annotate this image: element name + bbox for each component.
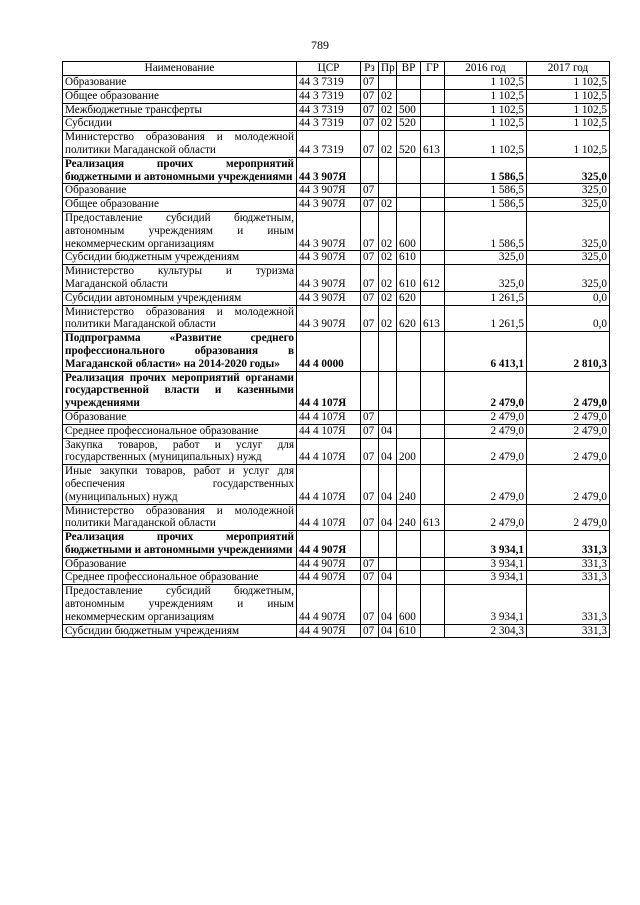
cell-2016: 2 479,0 <box>445 438 527 465</box>
cell-name: Образование <box>63 184 297 198</box>
cell-gr <box>421 251 445 265</box>
cell-2017: 325,0 <box>527 198 610 212</box>
table-row <box>63 585 610 624</box>
cell-vr <box>397 76 421 90</box>
cell-2016: 325,0 <box>445 265 527 292</box>
cell-gr: 612 <box>421 265 445 292</box>
cell-2017: 2 479,0 <box>527 424 610 438</box>
cell-pr: 04 <box>379 585 397 624</box>
cell-pr <box>379 557 397 571</box>
cell-csr: 44 3 7319 <box>297 117 361 131</box>
table-header-row <box>63 62 610 76</box>
cell-name: Образование <box>63 557 297 571</box>
table-row <box>63 117 610 131</box>
cell-gr: 613 <box>421 305 445 332</box>
cell-rz: 07 <box>361 198 379 212</box>
cell-pr <box>379 76 397 90</box>
cell-rz: 07 <box>361 571 379 585</box>
cell-name: Подпрограмма «Развитие среднего профессионального образования в Магаданской области» на 2014-2020 годы» <box>63 332 297 371</box>
table-row <box>63 157 610 184</box>
table-row <box>63 131 610 158</box>
cell-2016: 1 586,5 <box>445 184 527 198</box>
cell-gr <box>421 103 445 117</box>
cell-vr <box>397 198 421 212</box>
cell-gr <box>421 157 445 184</box>
cell-2016: 2 479,0 <box>445 504 527 531</box>
cell-gr <box>421 211 445 250</box>
cell-2017: 325,0 <box>527 265 610 292</box>
cell-csr: 44 3 907Я <box>297 305 361 332</box>
cell-csr: 44 4 107Я <box>297 410 361 424</box>
table-row <box>63 410 610 424</box>
cell-rz: 07 <box>361 424 379 438</box>
cell-name: Межбюджетные трансферты <box>63 103 297 117</box>
cell-gr <box>421 89 445 103</box>
table-row <box>63 531 610 558</box>
cell-name: Субсидии автономным учреждениям <box>63 291 297 305</box>
cell-name: Реализация прочих мероприятий органами государственной власти и казенными учреждениями <box>63 371 297 410</box>
header-pr: Пр <box>379 62 397 76</box>
cell-vr <box>397 531 421 558</box>
cell-vr: 620 <box>397 291 421 305</box>
cell-csr: 44 4 907Я <box>297 624 361 638</box>
cell-2017: 331,3 <box>527 571 610 585</box>
cell-name: Закупка товаров, работ и услуг для государственных (муниципальных) нужд <box>63 438 297 465</box>
cell-2017: 331,3 <box>527 557 610 571</box>
cell-name: Иные закупки товаров, работ и услуг для обеспечения государственных (муниципальных) нужд <box>63 465 297 504</box>
cell-pr <box>379 531 397 558</box>
cell-2017: 325,0 <box>527 157 610 184</box>
cell-2016: 3 934,1 <box>445 571 527 585</box>
cell-name: Общее образование <box>63 89 297 103</box>
cell-pr: 02 <box>379 211 397 250</box>
cell-pr <box>379 184 397 198</box>
table-row <box>63 504 610 531</box>
cell-name: Среднее профессиональное образование <box>63 424 297 438</box>
cell-pr: 04 <box>379 424 397 438</box>
cell-rz: 07 <box>361 305 379 332</box>
cell-csr: 44 4 907Я <box>297 571 361 585</box>
cell-2016: 1 102,5 <box>445 103 527 117</box>
cell-gr <box>421 465 445 504</box>
cell-csr: 44 3 907Я <box>297 265 361 292</box>
table-row <box>63 332 610 371</box>
header-2017: 2017 год <box>527 62 610 76</box>
cell-gr <box>421 291 445 305</box>
table-row <box>63 184 610 198</box>
cell-pr: 02 <box>379 198 397 212</box>
cell-vr <box>397 557 421 571</box>
cell-rz: 07 <box>361 131 379 158</box>
cell-rz: 07 <box>361 438 379 465</box>
cell-2016: 1 102,5 <box>445 131 527 158</box>
table-row <box>63 103 610 117</box>
table-row <box>63 557 610 571</box>
cell-pr: 02 <box>379 265 397 292</box>
cell-2017: 0,0 <box>527 305 610 332</box>
cell-vr <box>397 332 421 371</box>
cell-pr: 02 <box>379 117 397 131</box>
cell-vr: 240 <box>397 465 421 504</box>
cell-vr <box>397 571 421 585</box>
cell-csr: 44 3 907Я <box>297 211 361 250</box>
cell-pr: 04 <box>379 438 397 465</box>
table-body <box>63 76 610 638</box>
cell-csr: 44 4 0000 <box>297 332 361 371</box>
cell-name: Министерство образования и молодежной политики Магаданской области <box>63 131 297 158</box>
cell-2016: 1 102,5 <box>445 117 527 131</box>
cell-2016: 1 586,5 <box>445 157 527 184</box>
header-2016: 2016 год <box>445 62 527 76</box>
cell-2017: 2 479,0 <box>527 504 610 531</box>
cell-2016: 2 479,0 <box>445 371 527 410</box>
cell-csr: 44 3 7319 <box>297 76 361 90</box>
cell-gr <box>421 557 445 571</box>
cell-2017: 325,0 <box>527 251 610 265</box>
cell-pr: 02 <box>379 131 397 158</box>
cell-2016: 3 934,1 <box>445 531 527 558</box>
cell-name: Предоставление субсидий бюджетным, автономным учреждениям и иным некоммерческим организациям <box>63 585 297 624</box>
cell-2016: 1 102,5 <box>445 76 527 90</box>
cell-gr <box>421 410 445 424</box>
cell-2016: 2 479,0 <box>445 410 527 424</box>
cell-rz: 07 <box>361 103 379 117</box>
table-row <box>63 265 610 292</box>
cell-gr: 613 <box>421 131 445 158</box>
cell-2017: 331,3 <box>527 624 610 638</box>
cell-gr <box>421 198 445 212</box>
cell-csr: 44 3 7319 <box>297 89 361 103</box>
cell-2016: 1 261,5 <box>445 305 527 332</box>
cell-2017: 2 810,3 <box>527 332 610 371</box>
cell-name: Министерство образования и молодежной политики Магаданской области <box>63 305 297 332</box>
cell-rz: 07 <box>361 624 379 638</box>
cell-vr: 610 <box>397 251 421 265</box>
cell-csr: 44 3 907Я <box>297 291 361 305</box>
cell-name: Среднее профессиональное образование <box>63 571 297 585</box>
cell-vr: 520 <box>397 117 421 131</box>
cell-csr: 44 3 7319 <box>297 131 361 158</box>
cell-rz: 07 <box>361 89 379 103</box>
header-vr: ВР <box>397 62 421 76</box>
cell-rz <box>361 371 379 410</box>
cell-vr: 240 <box>397 504 421 531</box>
cell-vr: 610 <box>397 265 421 292</box>
cell-rz: 07 <box>361 251 379 265</box>
cell-rz: 07 <box>361 76 379 90</box>
cell-pr: 04 <box>379 624 397 638</box>
table-row <box>63 76 610 90</box>
cell-2017: 1 102,5 <box>527 103 610 117</box>
cell-name: Реализация прочих мероприятий бюджетными и автономными учреждениями <box>63 531 297 558</box>
cell-2017: 325,0 <box>527 184 610 198</box>
cell-vr: 600 <box>397 211 421 250</box>
cell-pr <box>379 332 397 371</box>
cell-gr <box>421 184 445 198</box>
cell-2016: 2 479,0 <box>445 424 527 438</box>
table-row <box>63 291 610 305</box>
cell-gr: 613 <box>421 504 445 531</box>
cell-gr <box>421 531 445 558</box>
cell-2017: 2 479,0 <box>527 371 610 410</box>
cell-2016: 1 102,5 <box>445 89 527 103</box>
cell-2017: 1 102,5 <box>527 89 610 103</box>
cell-2017: 2 479,0 <box>527 438 610 465</box>
cell-pr: 04 <box>379 504 397 531</box>
cell-pr: 02 <box>379 305 397 332</box>
cell-pr <box>379 157 397 184</box>
cell-name: Министерство культуры и туризма Магаданской области <box>63 265 297 292</box>
cell-csr: 44 3 907Я <box>297 198 361 212</box>
cell-vr <box>397 424 421 438</box>
cell-name: Образование <box>63 410 297 424</box>
cell-gr <box>421 438 445 465</box>
cell-csr: 44 4 107Я <box>297 438 361 465</box>
cell-csr: 44 4 907Я <box>297 557 361 571</box>
cell-rz: 07 <box>361 117 379 131</box>
cell-csr: 44 4 107Я <box>297 424 361 438</box>
cell-csr: 44 3 907Я <box>297 157 361 184</box>
cell-csr: 44 3 7319 <box>297 103 361 117</box>
header-name: Наименование <box>63 62 297 76</box>
table-row <box>63 438 610 465</box>
cell-gr <box>421 117 445 131</box>
cell-rz: 07 <box>361 557 379 571</box>
cell-2017: 2 479,0 <box>527 410 610 424</box>
cell-rz: 07 <box>361 410 379 424</box>
cell-vr <box>397 410 421 424</box>
cell-rz: 07 <box>361 465 379 504</box>
cell-rz: 07 <box>361 211 379 250</box>
table-row <box>63 371 610 410</box>
table-row <box>63 89 610 103</box>
cell-rz: 07 <box>361 291 379 305</box>
cell-csr: 44 4 107Я <box>297 504 361 531</box>
cell-pr: 04 <box>379 571 397 585</box>
cell-vr: 610 <box>397 624 421 638</box>
table-row <box>63 571 610 585</box>
cell-name: Общее образование <box>63 198 297 212</box>
cell-vr <box>397 89 421 103</box>
cell-csr: 44 4 107Я <box>297 371 361 410</box>
cell-csr: 44 4 107Я <box>297 465 361 504</box>
cell-rz: 07 <box>361 504 379 531</box>
cell-2017: 1 102,5 <box>527 117 610 131</box>
table-row <box>63 305 610 332</box>
cell-rz: 07 <box>361 265 379 292</box>
cell-name: Субсидии <box>63 117 297 131</box>
cell-vr: 200 <box>397 438 421 465</box>
cell-vr: 600 <box>397 585 421 624</box>
cell-2016: 2 479,0 <box>445 465 527 504</box>
cell-vr <box>397 184 421 198</box>
cell-2017: 331,3 <box>527 531 610 558</box>
cell-vr <box>397 157 421 184</box>
table-row <box>63 624 610 638</box>
cell-rz <box>361 531 379 558</box>
cell-pr: 02 <box>379 103 397 117</box>
cell-pr <box>379 371 397 410</box>
cell-name: Субсидии бюджетным учреждениям <box>63 624 297 638</box>
cell-gr <box>421 624 445 638</box>
cell-rz <box>361 332 379 371</box>
cell-2016: 6 413,1 <box>445 332 527 371</box>
cell-csr: 44 3 907Я <box>297 184 361 198</box>
page-number: 789 <box>311 38 329 52</box>
cell-rz <box>361 157 379 184</box>
cell-pr: 04 <box>379 465 397 504</box>
cell-2016: 1 586,5 <box>445 211 527 250</box>
cell-vr: 500 <box>397 103 421 117</box>
cell-2017: 1 102,5 <box>527 131 610 158</box>
cell-vr <box>397 371 421 410</box>
cell-name: Министерство образования и молодежной политики Магаданской области <box>63 504 297 531</box>
table-row <box>63 211 610 250</box>
cell-gr <box>421 585 445 624</box>
cell-2017: 0,0 <box>527 291 610 305</box>
cell-2017: 2 479,0 <box>527 465 610 504</box>
cell-pr: 02 <box>379 251 397 265</box>
budget-table <box>62 61 610 638</box>
cell-2017: 331,3 <box>527 585 610 624</box>
cell-2016: 1 261,5 <box>445 291 527 305</box>
cell-gr <box>421 371 445 410</box>
table-row <box>63 198 610 212</box>
cell-2016: 2 304,3 <box>445 624 527 638</box>
cell-name: Предоставление субсидий бюджетным, автономным учреждениям и иным некоммерческим организациям <box>63 211 297 250</box>
cell-rz: 07 <box>361 585 379 624</box>
cell-csr: 44 4 907Я <box>297 531 361 558</box>
table-row <box>63 251 610 265</box>
cell-vr: 620 <box>397 305 421 332</box>
cell-2016: 1 586,5 <box>445 198 527 212</box>
header-rz: Рз <box>361 62 379 76</box>
cell-csr: 44 3 907Я <box>297 251 361 265</box>
cell-name: Субсидии бюджетным учреждениям <box>63 251 297 265</box>
table-row <box>63 465 610 504</box>
cell-2016: 3 934,1 <box>445 557 527 571</box>
cell-rz: 07 <box>361 184 379 198</box>
cell-pr: 02 <box>379 89 397 103</box>
cell-2016: 3 934,1 <box>445 585 527 624</box>
cell-gr <box>421 424 445 438</box>
cell-gr <box>421 76 445 90</box>
cell-2017: 325,0 <box>527 211 610 250</box>
table-row <box>63 424 610 438</box>
cell-csr: 44 4 907Я <box>297 585 361 624</box>
cell-name: Образование <box>63 76 297 90</box>
cell-gr <box>421 571 445 585</box>
cell-2017: 1 102,5 <box>527 76 610 90</box>
header-gr: ГР <box>421 62 445 76</box>
cell-gr <box>421 332 445 371</box>
cell-2016: 325,0 <box>445 251 527 265</box>
cell-vr: 520 <box>397 131 421 158</box>
cell-pr: 02 <box>379 291 397 305</box>
cell-pr <box>379 410 397 424</box>
header-csr: ЦСР <box>297 62 361 76</box>
cell-name: Реализация прочих мероприятий бюджетными и автономными учреждениями <box>63 157 297 184</box>
